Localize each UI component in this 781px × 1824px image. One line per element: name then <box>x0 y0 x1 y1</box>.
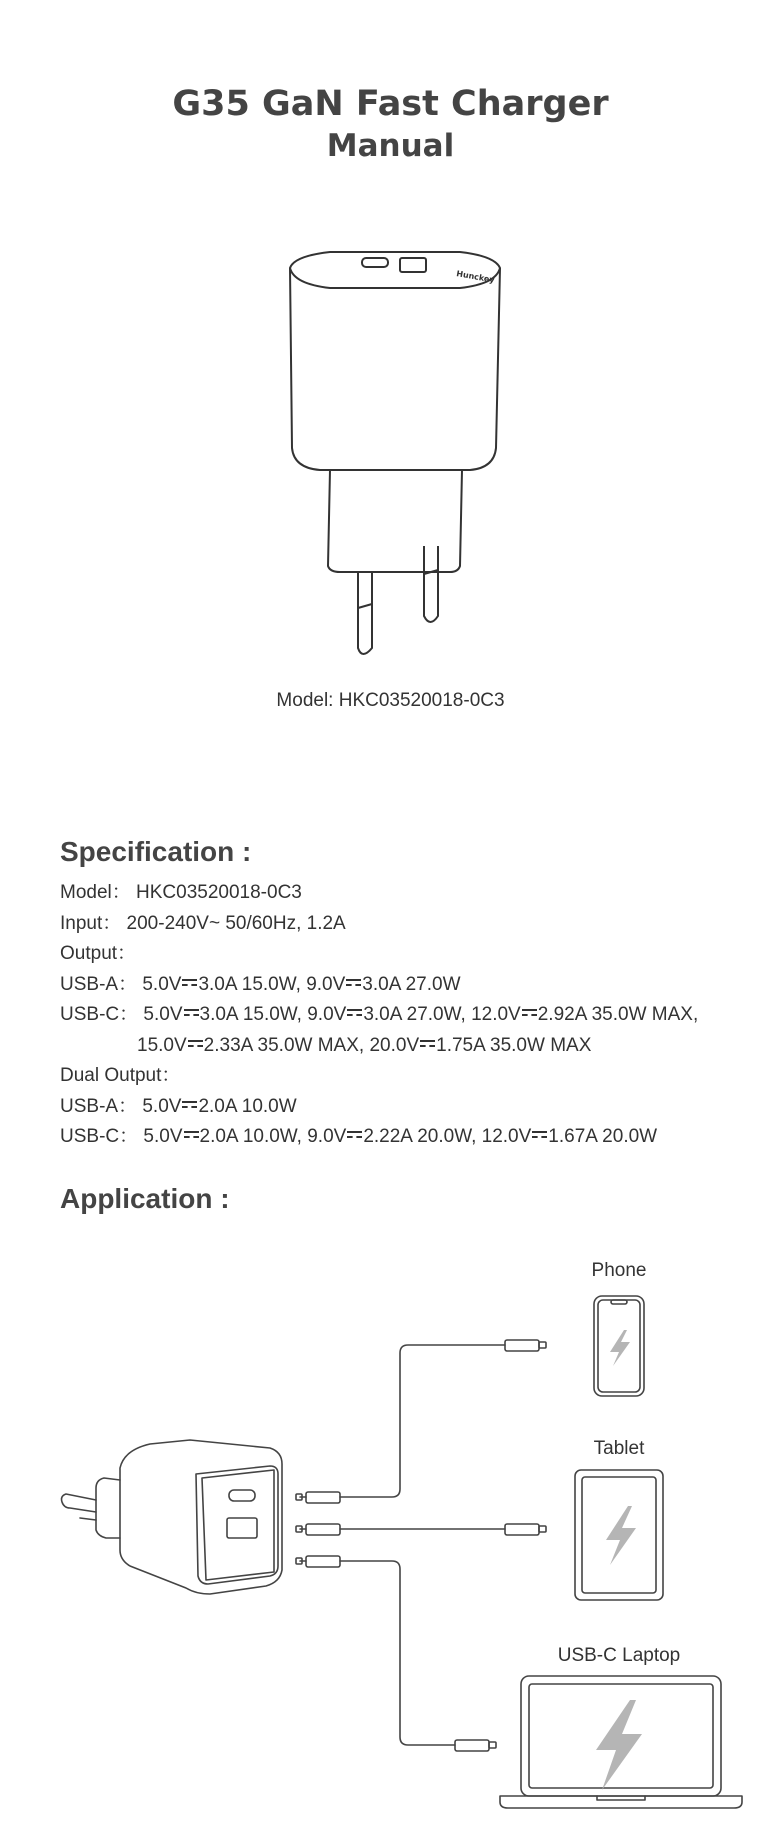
spec-row <box>60 970 760 1001</box>
spec-label: USB-A： <box>60 973 138 995</box>
spec-value: 5.0V <box>142 1095 182 1117</box>
application-diagram <box>0 1230 781 1824</box>
dc-symbol-icon <box>347 1131 362 1139</box>
dc-symbol-icon <box>522 1009 537 1017</box>
bolt-icon <box>606 1506 636 1565</box>
spec-value: 2.33A 35.0W MAX, 20.0V <box>203 1034 420 1056</box>
cable-plugs-left <box>296 1492 340 1567</box>
spec-label: USB-A： <box>60 1095 138 1117</box>
spec-value: 15.0V <box>137 1034 187 1056</box>
spec-value: 200-240V~ 50/60Hz, 1.2A <box>126 912 346 934</box>
manual-subtitle: Manual <box>326 128 455 164</box>
plug-pin-left <box>358 572 372 654</box>
dc-symbol-icon <box>532 1131 547 1139</box>
brand-logo: Hunckey <box>455 269 496 285</box>
charger-body-outline <box>290 252 500 470</box>
specification-heading: Specification : <box>60 836 252 867</box>
bolt-icon <box>596 1700 642 1790</box>
dc-symbol-icon <box>188 1040 203 1048</box>
dc-symbol-icon <box>184 1009 199 1017</box>
spec-value: 3.0A 27.0W <box>362 973 461 995</box>
dc-symbol-icon <box>420 1040 435 1048</box>
spec-value: 2.0A 10.0W <box>198 1095 297 1117</box>
spec-value: 5.0V <box>143 1004 183 1025</box>
spec-label: Input： <box>60 912 122 934</box>
spec-label: Dual Output： <box>60 1065 181 1086</box>
spec-value: HKC03520018-0C3 <box>136 882 302 903</box>
spec-value: 3.0A 27.0W, 12.0V <box>363 1004 521 1025</box>
charger-side-view <box>62 1440 283 1594</box>
specification-list <box>60 878 760 1153</box>
spec-row <box>60 909 760 940</box>
device-label-laptop: USB-C Laptop <box>557 1645 681 1666</box>
spec-value: 2.22A 20.0W, 12.0V <box>363 1126 532 1147</box>
charge-bolt-icons <box>596 1330 642 1790</box>
spec-label: Output： <box>60 943 137 964</box>
spec-row <box>60 1122 760 1153</box>
spec-label: USB-C： <box>60 1126 139 1147</box>
application-heading: Application : <box>60 1183 230 1214</box>
spec-label: USB-C： <box>60 1004 139 1025</box>
spec-value: 1.67A 20.0W <box>548 1126 658 1147</box>
spec-row <box>60 878 760 909</box>
plug-base <box>328 470 462 572</box>
spec-value: 3.0A 15.0W, 9.0V <box>198 973 346 995</box>
dc-symbol-icon <box>182 979 197 987</box>
cable-to-laptop <box>340 1561 455 1745</box>
device-label-tablet: Tablet <box>593 1438 645 1459</box>
spec-label: Model： <box>60 882 131 903</box>
dc-symbol-icon <box>347 1009 362 1017</box>
model-caption: Model: HKC03520018-0C3 <box>276 690 505 711</box>
usb-a-port <box>400 258 426 272</box>
spec-value: 5.0V <box>142 973 182 995</box>
usb-c-port-side <box>229 1490 255 1501</box>
spec-value: 1.75A 35.0W MAX <box>436 1034 592 1056</box>
spec-row <box>60 1061 760 1092</box>
dc-symbol-icon <box>184 1131 199 1139</box>
spec-value: 5.0V <box>143 1126 183 1147</box>
spec-value: 2.92A 35.0W MAX, <box>537 1004 699 1025</box>
spec-row <box>60 1000 760 1031</box>
cable-to-phone <box>340 1345 505 1497</box>
dc-symbol-icon <box>182 1101 197 1109</box>
usb-a-port-side <box>227 1518 257 1538</box>
spec-value: 2.0A 10.0W, 9.0V <box>199 1126 347 1147</box>
cable-plugs-right <box>455 1340 546 1751</box>
spec-row <box>60 939 760 970</box>
charger-illustration <box>270 228 520 658</box>
bolt-icon <box>610 1330 630 1366</box>
usb-c-port <box>362 258 388 267</box>
spec-row <box>60 1092 760 1123</box>
dc-symbol-icon <box>346 979 361 987</box>
manual-title: G35 GaN Fast Charger <box>172 84 609 124</box>
spec-row <box>60 1031 760 1062</box>
spec-value: 3.0A 15.0W, 9.0V <box>199 1004 347 1025</box>
device-label-phone: Phone <box>591 1260 647 1281</box>
plug-pin-right <box>424 546 438 622</box>
